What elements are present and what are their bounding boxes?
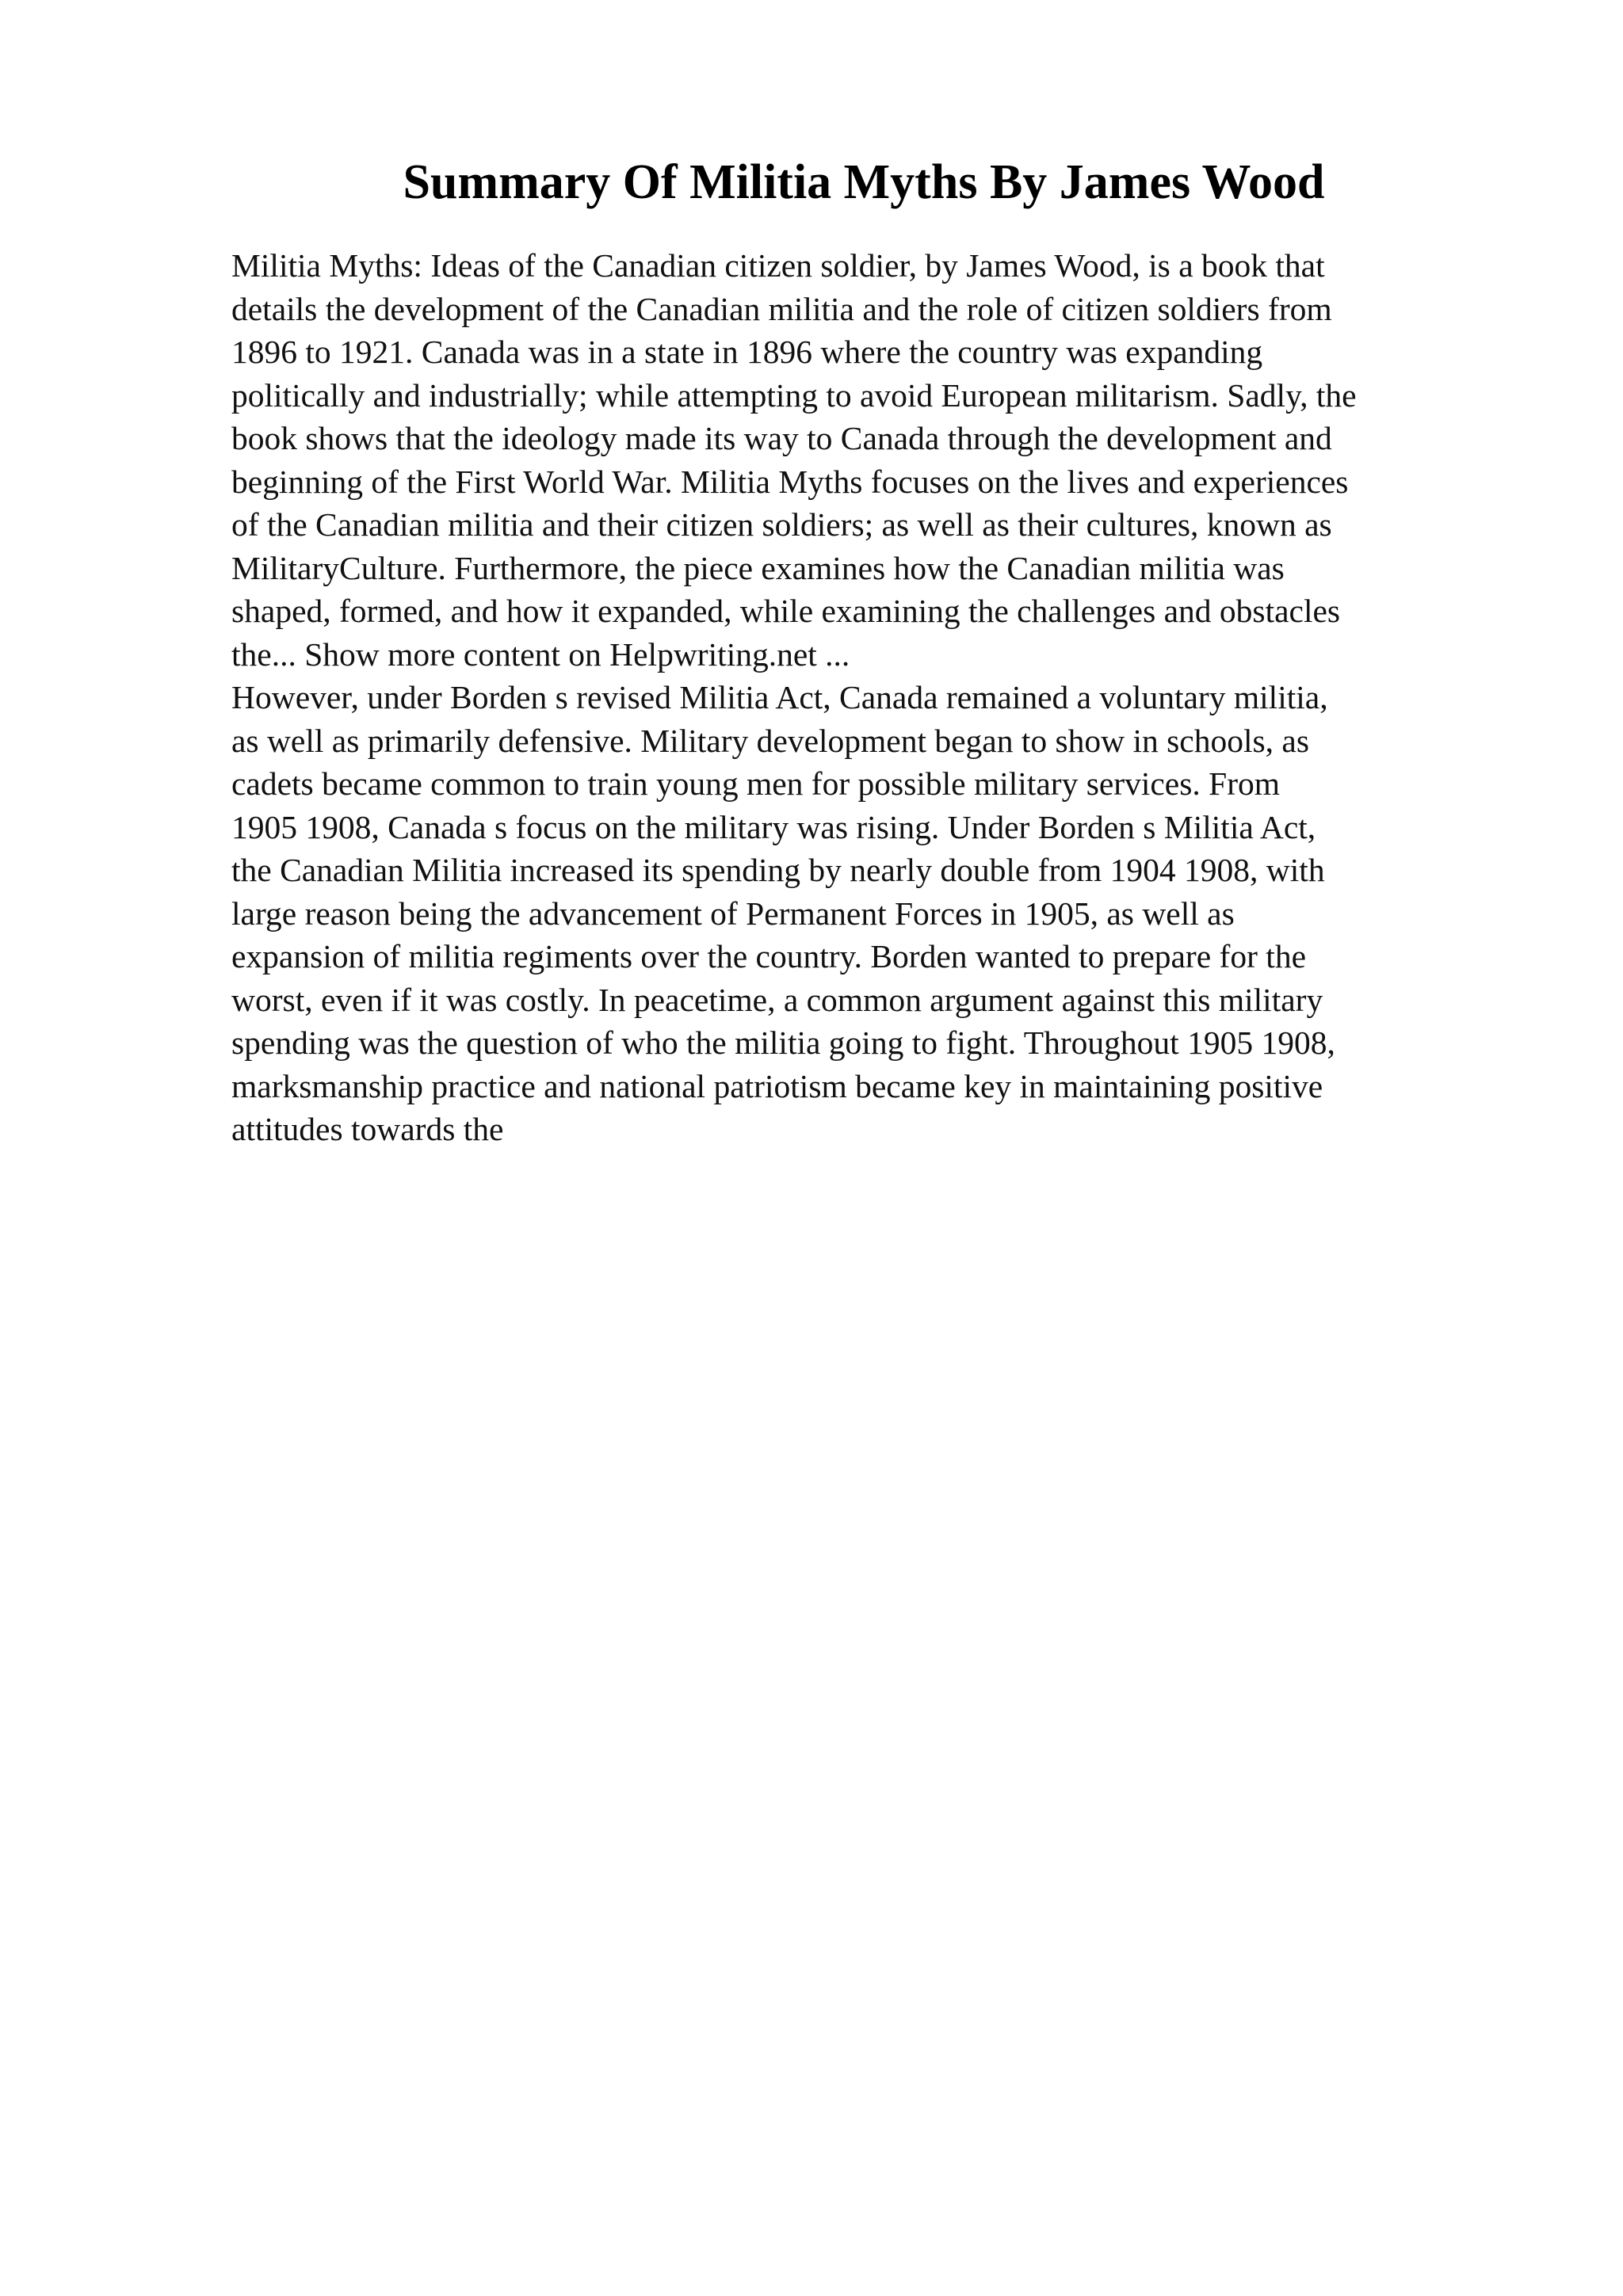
text-line: large reason being the advancement of Permanent Forces in 1905, as well as (231, 894, 1235, 932)
document-body (231, 244, 1515, 1151)
text-line: details the development of the Canadian militia and the role of citizen soldiers from (231, 290, 1332, 327)
text-line: expansion of militia regiments over the country. Borden wanted to prepare for the (231, 938, 1307, 974)
text-line: the Canadian Militia increased its spending by nearly double from 1904 1908, with (231, 852, 1325, 888)
text-line: the... Show more content on Helpwriting.net ... (231, 635, 850, 673)
text-line: beginning of the First World War. Militia Myths focuses on the lives and experiences (231, 463, 1349, 500)
text-line: 1896 to 1921. Canada was in a state in 1896 where the country was expanding (231, 334, 1263, 370)
text-line: attitudes towards the (231, 1111, 504, 1147)
text-line: as well as primarily defensive. Military development began to show in schools, as (231, 722, 1309, 759)
text-line: politically and industrially; while attempting to avoid European militarism. Sadly, the (231, 376, 1357, 414)
text-line: MilitaryCulture. Furthermore, the piece examines how the Canadian militia was (231, 549, 1285, 586)
text-line: book shows that the ideology made its way to Canada through the development and (231, 420, 1332, 456)
text-line: worst, even if it was costly. In peacetime, a common argument against this military (231, 981, 1323, 1018)
text-line: marksmanship practice and national patriotism became key in maintaining positive (231, 1067, 1323, 1104)
text-line: 1905 1908, Canada s focus on the military was rising. Under Borden s Militia Act, (231, 808, 1316, 845)
text-line: spending was the question of who the militia going to fight. Throughout 1905 1908, (231, 1024, 1335, 1061)
text-line: cadets became common to train young men for possible military services. From (231, 765, 1281, 802)
text-line: of the Canadian militia and their citizen soldiers; as well as their cultures, known as (231, 506, 1332, 543)
document-title: Summary Of Militia Myths By James Wood (403, 155, 1325, 209)
text-line: shaped, formed, and how it expanded, while examining the challenges and obstacles (231, 593, 1341, 629)
text-line: However, under Borden s revised Militia Act, Canada remained a voluntary militia, (231, 679, 1328, 715)
text-line: Militia Myths: Ideas of the Canadian citizen soldier, by James Wood, is a book that (231, 247, 1325, 284)
